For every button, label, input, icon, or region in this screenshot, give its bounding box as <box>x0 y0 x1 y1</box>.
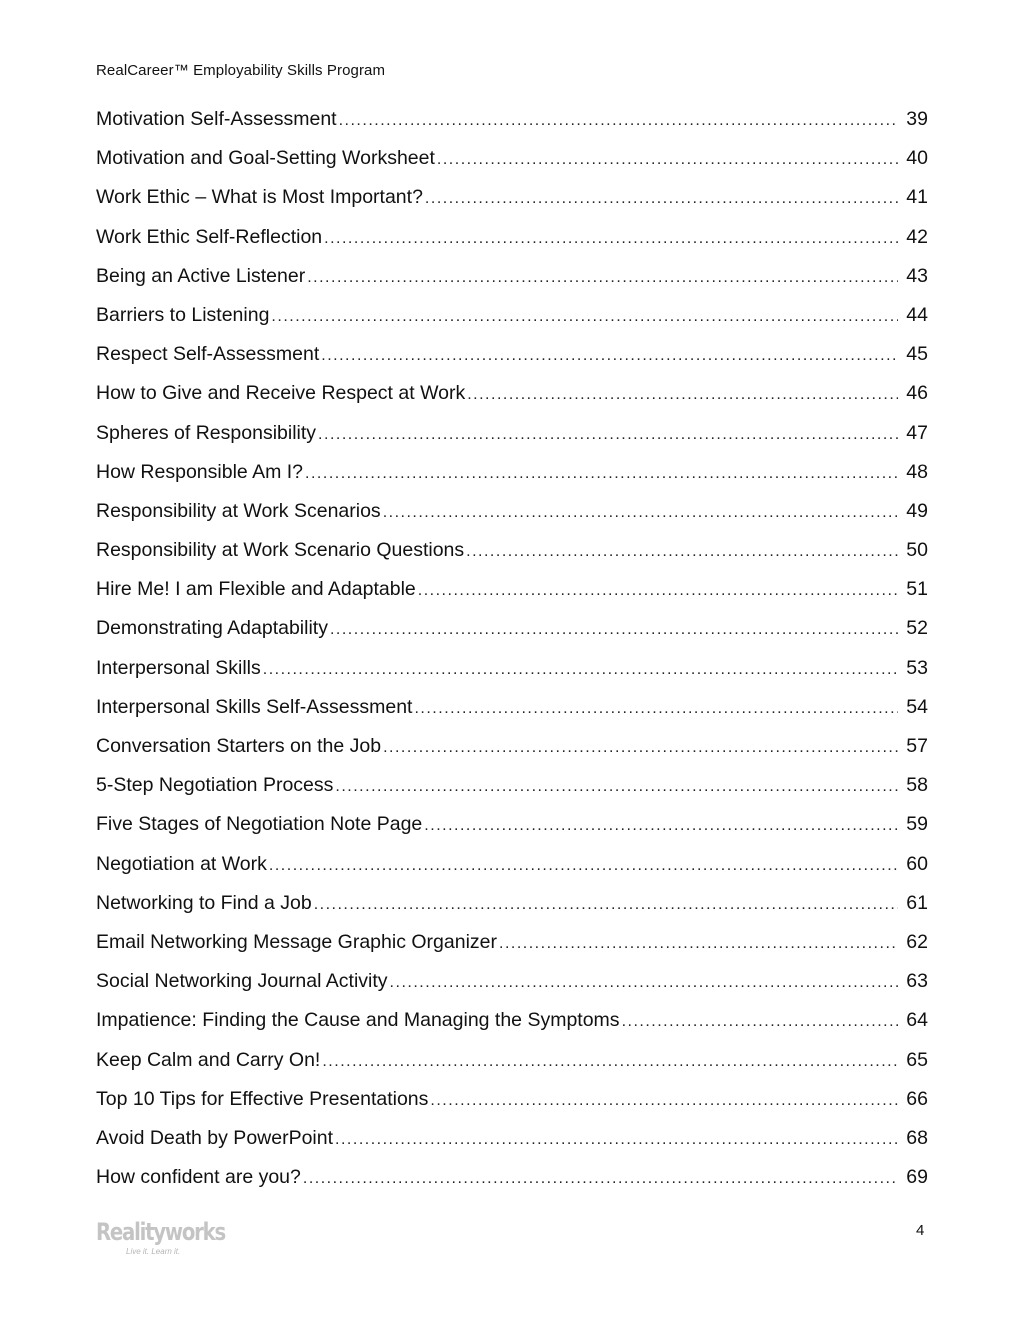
toc-dot-leader <box>335 1120 898 1158</box>
toc-entry-title: Avoid Death by PowerPoint <box>96 1126 334 1149</box>
toc-entry-title: Motivation Self-Assessment <box>96 108 337 130</box>
toc-entry-title: Respect Self-Assessment <box>96 343 320 366</box>
toc-entry-title: Interpersonal Skills Self-Assessment <box>96 695 413 718</box>
toc-entry[interactable] <box>96 218 928 257</box>
logo-wordmark: Realityworks <box>96 1218 225 1246</box>
toc-dot-leader <box>269 846 898 884</box>
toc-entry-title: How to Give and Receive Respect at Work <box>96 382 466 405</box>
toc-entry-title: Motivation and Goal-Setting Worksheet <box>96 147 435 170</box>
toc-entry[interactable] <box>96 845 928 884</box>
toc-dot-leader <box>324 219 898 257</box>
toc-entry-title: Social Networking Journal Activity <box>96 970 388 993</box>
toc-dot-leader <box>383 728 898 766</box>
toc-entry-page: 47 <box>906 421 928 444</box>
toc-entry-page: 51 <box>906 578 928 601</box>
toc-dot-leader <box>321 336 898 374</box>
toc-dot-leader <box>330 610 898 648</box>
toc-entry-title: Responsibility at Work Scenarios <box>96 499 381 522</box>
toc-dot-leader <box>322 1042 898 1080</box>
toc-entry-title: Hire Me! I am Flexible and Adaptable <box>96 578 416 601</box>
toc-entry-title: How confident are you? <box>96 1166 301 1189</box>
table-of-contents <box>96 100 928 1197</box>
toc-entry-title: Being an Active Listener <box>96 264 306 287</box>
toc-dot-leader <box>467 375 898 413</box>
toc-dot-leader <box>305 454 898 492</box>
page-number: 4 <box>916 1222 925 1239</box>
toc-entry-page: 57 <box>906 735 928 757</box>
toc-entry-title: Five Stages of Negotiation Note Page <box>96 813 423 836</box>
toc-dot-leader <box>622 1002 898 1040</box>
toc-entry-title: Conversation Starters on the Job <box>96 735 382 757</box>
toc-entry-title: 5-Step Negotiation Process <box>96 774 334 797</box>
toc-entry-page: 66 <box>906 1087 928 1110</box>
toc-entry-title: Impatience: Finding the Cause and Managing the Symptoms <box>96 1009 620 1032</box>
toc-entry-title: Interpersonal Skills <box>96 656 261 679</box>
toc-entry-page: 46 <box>906 382 928 405</box>
toc-entry-title: Work Ethic Self-Reflection <box>96 225 323 248</box>
toc-entry[interactable] <box>96 257 928 296</box>
toc-entry[interactable] <box>96 1041 928 1080</box>
toc-dot-leader <box>263 650 898 688</box>
toc-entry-page: 62 <box>906 930 928 953</box>
toc-entry[interactable] <box>96 139 928 178</box>
toc-entry[interactable] <box>96 766 928 805</box>
toc-entry-title: Networking to Find a Job <box>96 891 312 914</box>
toc-dot-leader <box>499 924 898 962</box>
toc-entry-page: 54 <box>906 695 928 718</box>
toc-entry[interactable] <box>96 453 928 492</box>
toc-entry-title: Demonstrating Adaptability <box>96 617 328 640</box>
toc-entry-title: Email Networking Message Graphic Organizer <box>96 930 497 953</box>
toc-dot-leader <box>271 297 898 335</box>
toc-entry[interactable] <box>96 609 928 648</box>
toc-entry-title: Work Ethic – What is Most Important? <box>96 186 423 209</box>
toc-entry[interactable] <box>96 335 928 374</box>
toc-entry-page: 68 <box>906 1126 928 1149</box>
toc-dot-leader <box>437 140 898 178</box>
toc-entry-page: 61 <box>906 891 928 914</box>
toc-entry[interactable] <box>96 1119 928 1158</box>
toc-entry-title: How Responsible Am I? <box>96 460 304 483</box>
toc-dot-leader <box>314 885 898 923</box>
toc-entry[interactable] <box>96 570 928 609</box>
toc-entry-page: 52 <box>906 617 928 640</box>
toc-entry-page: 58 <box>906 774 928 797</box>
toc-dot-leader <box>430 1081 898 1119</box>
toc-entry-page: 60 <box>906 852 928 875</box>
toc-entry[interactable] <box>96 296 928 335</box>
toc-dot-leader <box>335 767 898 805</box>
toc-entry-title: Top 10 Tips for Effective Presentations <box>96 1087 429 1110</box>
toc-entry-page: 64 <box>906 1009 928 1032</box>
toc-entry-page: 53 <box>906 656 928 679</box>
toc-dot-leader <box>303 1159 898 1197</box>
toc-entry-page: 49 <box>906 499 928 522</box>
toc-entry[interactable] <box>96 649 928 688</box>
toc-entry-page: 42 <box>906 225 928 248</box>
toc-entry[interactable] <box>96 414 928 453</box>
toc-entry-title: Responsibility at Work Scenario Questions <box>96 539 465 562</box>
toc-dot-leader <box>424 806 898 844</box>
toc-entry-title: Keep Calm and Carry On! <box>96 1048 321 1071</box>
toc-entry-page: 39 <box>906 108 928 130</box>
toc-entry[interactable] <box>96 492 928 531</box>
toc-dot-leader <box>383 493 898 531</box>
logo-tagline: Live it. Learn it. <box>126 1247 181 1256</box>
toc-dot-leader <box>466 532 898 570</box>
toc-entry[interactable] <box>96 688 928 727</box>
toc-entry[interactable] <box>96 1080 928 1119</box>
toc-entry[interactable] <box>96 727 928 766</box>
toc-entry-page: 69 <box>906 1166 928 1189</box>
toc-entry-page: 59 <box>906 813 928 836</box>
toc-dot-leader <box>318 415 898 453</box>
toc-entry-page: 41 <box>906 186 928 209</box>
toc-entry[interactable] <box>96 923 928 962</box>
toc-dot-leader <box>414 689 898 727</box>
toc-entry-title: Spheres of Responsibility <box>96 421 317 444</box>
toc-entry-title: Barriers to Listening <box>96 303 270 326</box>
toc-entry-page: 44 <box>906 303 928 326</box>
toc-entry-page: 45 <box>906 343 928 366</box>
toc-dot-leader <box>390 963 898 1001</box>
toc-entry[interactable] <box>96 805 928 844</box>
toc-entry[interactable] <box>96 374 928 413</box>
toc-entry-title: Negotiation at Work <box>96 852 267 875</box>
toc-entry-page: 63 <box>906 970 928 993</box>
toc-entry[interactable] <box>96 1158 928 1197</box>
toc-dot-leader <box>418 571 898 609</box>
toc-entry[interactable] <box>96 1001 928 1040</box>
toc-entry-page: 48 <box>906 460 928 483</box>
toc-entry[interactable] <box>96 884 928 923</box>
toc-entry[interactable] <box>96 962 928 1001</box>
realityworks-logo <box>96 1218 225 1260</box>
toc-entry-page: 40 <box>906 147 928 170</box>
toc-dot-leader <box>425 179 898 217</box>
toc-dot-leader <box>307 258 898 296</box>
toc-entry[interactable] <box>96 178 928 217</box>
toc-entry-page: 65 <box>906 1048 928 1071</box>
toc-entry-page: 50 <box>906 539 928 562</box>
toc-entry-page: 43 <box>906 264 928 287</box>
toc-dot-leader <box>339 101 898 139</box>
toc-entry[interactable] <box>96 531 928 570</box>
toc-entry[interactable] <box>96 100 928 139</box>
running-header: RealCareer™ Employability Skills Program <box>96 62 386 79</box>
